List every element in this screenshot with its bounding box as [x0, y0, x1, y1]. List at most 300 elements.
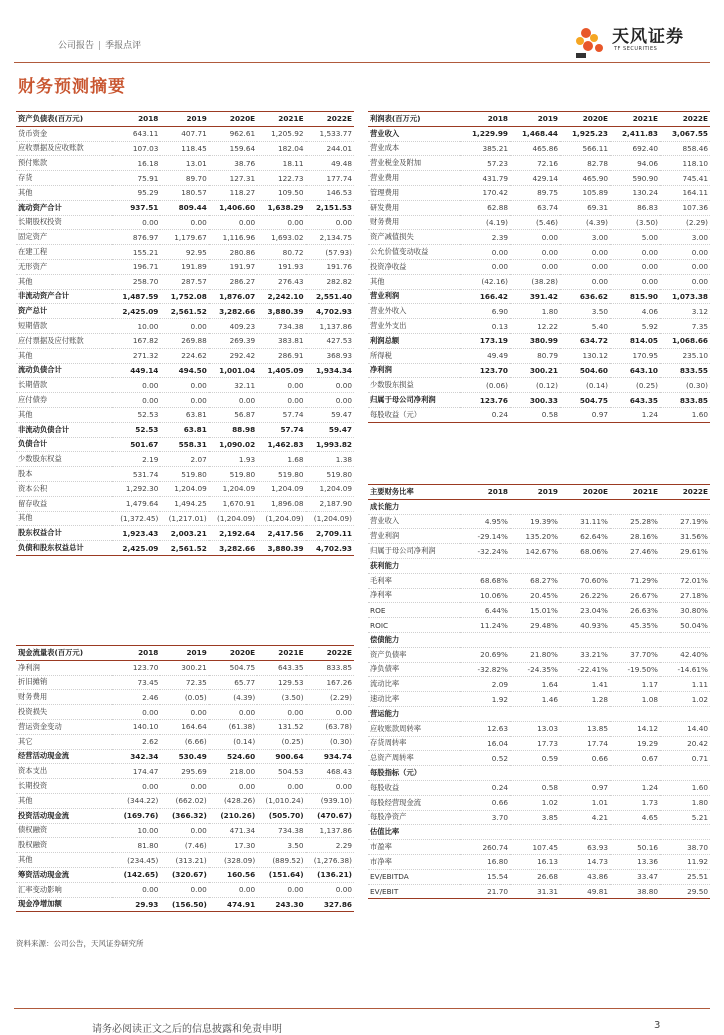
- cell-value: (142.65): [112, 867, 160, 882]
- cell-value: (3.50): [610, 215, 660, 230]
- cell-value: 180.57: [160, 185, 208, 200]
- cell-value: 0.00: [660, 245, 710, 260]
- cell-value: 431.79: [460, 171, 510, 186]
- table-row: [16, 393, 354, 408]
- table-row: [16, 363, 354, 378]
- cell-value: 815.90: [610, 289, 660, 304]
- cell-value: -22.41%: [560, 662, 610, 677]
- cell-value: 12.63: [460, 721, 510, 736]
- column-header: 2019: [510, 485, 560, 500]
- cell-value: 68.27%: [510, 573, 560, 588]
- row-label: EV/EBIT: [368, 884, 460, 899]
- cell-value: 1.68: [257, 452, 305, 467]
- cell-value: 1.64: [510, 677, 560, 692]
- row-label: 投资损失: [16, 705, 112, 720]
- row-label: 应付票据及应付账款: [16, 333, 112, 348]
- row-label: 净利率: [368, 588, 460, 603]
- cell-value: 28.16%: [610, 529, 660, 544]
- table-row: [368, 780, 710, 795]
- cell-value: [610, 825, 660, 840]
- cell-value: [560, 499, 610, 514]
- table-row: [16, 749, 354, 764]
- cell-value: 167.82: [112, 333, 160, 348]
- cell-value: 271.32: [112, 348, 160, 363]
- row-label: 投资净收益: [368, 259, 460, 274]
- cell-value: 81.80: [112, 838, 160, 853]
- row-label: 资产总计: [16, 304, 112, 319]
- row-label: 长期借款: [16, 378, 112, 393]
- cell-value: 43.86: [560, 869, 610, 884]
- cell-value: 471.34: [209, 823, 257, 838]
- cell-value: 2.62: [112, 734, 160, 749]
- cell-value: 2,192.64: [209, 526, 257, 541]
- table-row: [16, 245, 354, 260]
- cell-value: 0.59: [510, 751, 560, 766]
- cell-value: 1.60: [660, 407, 710, 422]
- cell-value: 1,993.82: [306, 437, 354, 452]
- cell-value: 63.74: [510, 200, 560, 215]
- cell-value: 3.00: [660, 230, 710, 245]
- table-row: [368, 588, 710, 603]
- cell-value: (470.67): [306, 808, 354, 823]
- cell-value: [560, 825, 610, 840]
- table-row: [368, 141, 710, 156]
- cell-value: 130.12: [560, 348, 610, 363]
- cell-value: 1,925.23: [560, 126, 610, 141]
- cell-value: (169.76): [112, 808, 160, 823]
- cell-value: 62.88: [460, 200, 510, 215]
- row-label: 营业外收入: [368, 304, 460, 319]
- cell-value: (156.50): [160, 897, 208, 912]
- table-row: [16, 823, 354, 838]
- cell-value: 3.12: [660, 304, 710, 319]
- cell-value: 33.21%: [560, 647, 610, 662]
- cell-value: [610, 632, 660, 647]
- column-header: 2020E: [209, 646, 257, 661]
- cell-value: 409.23: [209, 319, 257, 334]
- cell-value: 129.53: [257, 675, 305, 690]
- cell-value: 1,205.92: [257, 126, 305, 141]
- cell-value: 2,151.53: [306, 200, 354, 215]
- cell-value: 27.18%: [660, 588, 710, 603]
- cell-value: 1,487.59: [112, 289, 160, 304]
- cell-value: 1.46: [510, 692, 560, 707]
- cell-value: 734.38: [257, 319, 305, 334]
- cell-value: 0.00: [560, 274, 610, 289]
- cell-value: 504.53: [257, 764, 305, 779]
- row-label: 汇率变动影响: [16, 882, 112, 897]
- cell-value: 166.42: [460, 289, 510, 304]
- cell-value: 196.71: [112, 259, 160, 274]
- cell-value: 146.53: [306, 185, 354, 200]
- cell-value: 531.74: [112, 467, 160, 482]
- cell-value: 31.11%: [560, 514, 610, 529]
- cell-value: 0.58: [510, 780, 560, 795]
- balance-sheet-table: [16, 111, 354, 556]
- cell-value: 80.79: [510, 348, 560, 363]
- cell-value: 20.69%: [460, 647, 510, 662]
- column-header: 2018: [460, 485, 510, 500]
- table-row: [368, 333, 710, 348]
- disclaimer: 请务必阅读正文之后的信息披露和免责申明: [92, 1024, 282, 1035]
- cell-value: 0.52: [460, 751, 510, 766]
- table-row: [368, 259, 710, 274]
- cell-value: 2.29: [306, 838, 354, 853]
- cell-value: 3.50: [560, 304, 610, 319]
- cell-value: 1,068.66: [660, 333, 710, 348]
- table-row: [368, 647, 710, 662]
- cell-value: 65.77: [209, 675, 257, 690]
- cell-value: 2,551.40: [306, 289, 354, 304]
- cell-value: 50.04%: [660, 618, 710, 633]
- cell-value: 82.78: [560, 156, 610, 171]
- cell-value: 17.73: [510, 736, 560, 751]
- table-row: [368, 692, 710, 707]
- cell-value: 558.31: [160, 437, 208, 452]
- row-label: 存货: [16, 171, 112, 186]
- row-label: 营业利润: [368, 529, 460, 544]
- row-label: 营业费用: [368, 171, 460, 186]
- table-row: [16, 660, 354, 675]
- cell-value: 519.80: [160, 467, 208, 482]
- table-row: [16, 378, 354, 393]
- cell-value: 107.45: [510, 840, 560, 855]
- cell-value: [560, 632, 610, 647]
- row-label: 资本公积: [16, 481, 112, 496]
- cell-value: 3.70: [460, 810, 510, 825]
- cell-value: (63.78): [306, 719, 354, 734]
- cell-value: 135.20%: [510, 529, 560, 544]
- cell-value: 32.11: [209, 378, 257, 393]
- cell-value: -24.35%: [510, 662, 560, 677]
- cell-value: 29.93: [112, 897, 160, 912]
- cell-value: 10.06%: [460, 588, 510, 603]
- cell-value: (428.26): [209, 793, 257, 808]
- table-row: [16, 304, 354, 319]
- cell-value: 590.90: [610, 171, 660, 186]
- table-row: [368, 529, 710, 544]
- cell-value: [560, 558, 610, 573]
- cell-value: 900.64: [257, 749, 305, 764]
- row-label: 预付账款: [16, 156, 112, 171]
- cell-value: (4.39): [209, 690, 257, 705]
- table-row: [16, 690, 354, 705]
- cell-value: 0.00: [306, 705, 354, 720]
- row-label: 营业收入: [368, 514, 460, 529]
- cell-value: 0.00: [510, 245, 560, 260]
- cell-value: 368.93: [306, 348, 354, 363]
- ratio-table: [368, 484, 710, 899]
- table-row: [16, 897, 354, 912]
- cell-value: 164.11: [660, 185, 710, 200]
- cell-value: 380.99: [510, 333, 560, 348]
- cell-value: (4.19): [460, 215, 510, 230]
- source-note: 资料来源：公司公告，天风证券研究所: [16, 939, 144, 948]
- table-row: [16, 808, 354, 823]
- column-header: 2022E: [660, 112, 710, 127]
- cell-value: 0.00: [306, 378, 354, 393]
- cell-value: 0.00: [560, 259, 610, 274]
- page-number: 3: [654, 1020, 661, 1031]
- cell-value: (61.38): [209, 719, 257, 734]
- table-row: [368, 274, 710, 289]
- cell-value: (234.45): [112, 853, 160, 868]
- cell-value: 182.04: [257, 141, 305, 156]
- cell-value: 1,693.02: [257, 230, 305, 245]
- page-header: [58, 38, 141, 51]
- column-header: 2022E: [660, 485, 710, 500]
- cell-value: 519.80: [257, 467, 305, 482]
- table-row: [368, 378, 710, 393]
- row-label: 负债和股东权益总计: [16, 541, 112, 556]
- cell-value: 23.04%: [560, 603, 610, 618]
- cell-value: 643.10: [610, 363, 660, 378]
- cell-value: 52.53: [112, 422, 160, 437]
- cell-value: 164.64: [160, 719, 208, 734]
- cell-value: 27.46%: [610, 544, 660, 559]
- cell-value: 12.22: [510, 319, 560, 334]
- cell-value: 4,702.93: [306, 304, 354, 319]
- column-header: 2020E: [560, 112, 610, 127]
- cell-value: 1,229.99: [460, 126, 510, 141]
- row-label: 营业税金及附加: [368, 156, 460, 171]
- table-row: [16, 793, 354, 808]
- table-row: [368, 662, 710, 677]
- cell-value: 72.35: [160, 675, 208, 690]
- cell-value: [510, 632, 560, 647]
- cell-value: 566.11: [560, 141, 610, 156]
- cell-value: 1.80: [510, 304, 560, 319]
- cell-value: 5.21: [660, 810, 710, 825]
- cell-value: 3,880.39: [257, 541, 305, 556]
- row-label: 股本: [16, 467, 112, 482]
- cell-value: 0.00: [460, 245, 510, 260]
- cell-value: 0.13: [460, 319, 510, 334]
- header-divider: [14, 62, 710, 63]
- cell-value: 16.80: [460, 854, 510, 869]
- cell-value: 962.61: [209, 126, 257, 141]
- cell-value: 282.82: [306, 274, 354, 289]
- cell-value: 88.98: [209, 422, 257, 437]
- cell-value: 0.00: [510, 230, 560, 245]
- cell-value: 0.00: [209, 779, 257, 794]
- table-title: 资产负债表(百万元): [16, 112, 112, 127]
- row-label: 折旧摊销: [16, 675, 112, 690]
- cell-value: 0.00: [112, 215, 160, 230]
- cell-value: 142.67%: [510, 544, 560, 559]
- row-label: 净利润: [368, 363, 460, 378]
- table-row: [368, 632, 710, 647]
- row-label: 资产负债率: [368, 647, 460, 662]
- cell-value: 519.80: [209, 467, 257, 482]
- cell-value: (505.70): [257, 808, 305, 823]
- table-row: [368, 245, 710, 260]
- cell-value: 4.06: [610, 304, 660, 319]
- cell-value: 86.83: [610, 200, 660, 215]
- cell-value: 3.00: [560, 230, 610, 245]
- cell-value: 75.91: [112, 171, 160, 186]
- cell-value: 27.19%: [660, 514, 710, 529]
- company-logo: [570, 18, 720, 62]
- cell-value: 57.23: [460, 156, 510, 171]
- cell-value: 15.01%: [510, 603, 560, 618]
- cell-value: 692.40: [610, 141, 660, 156]
- table-row: [368, 795, 710, 810]
- cell-value: 468.43: [306, 764, 354, 779]
- row-label: 营业利润: [368, 289, 460, 304]
- cell-value: 31.31: [510, 884, 560, 899]
- cell-value: 49.49: [460, 348, 510, 363]
- cell-value: 809.44: [160, 200, 208, 215]
- row-label: 应付债券: [16, 393, 112, 408]
- cell-value: [460, 825, 510, 840]
- table-title: 主要财务比率: [368, 485, 460, 500]
- row-label: 经营活动现金流: [16, 749, 112, 764]
- row-label: EV/EBITDA: [368, 869, 460, 884]
- cell-value: 504.60: [560, 363, 610, 378]
- cell-value: (1,204.09): [306, 511, 354, 526]
- table-row: [16, 185, 354, 200]
- table-row: [368, 171, 710, 186]
- cell-value: 140.10: [112, 719, 160, 734]
- table-row: [368, 840, 710, 855]
- cell-value: 19.39%: [510, 514, 560, 529]
- row-label: 债权融资: [16, 823, 112, 838]
- cell-value: 1,876.07: [209, 289, 257, 304]
- column-header: 2021E: [610, 485, 660, 500]
- cell-value: (38.28): [510, 274, 560, 289]
- cell-value: 0.24: [460, 407, 510, 422]
- cell-value: 0.00: [660, 274, 710, 289]
- cell-value: 42.40%: [660, 647, 710, 662]
- table-row: [16, 407, 354, 422]
- cell-value: 89.70: [160, 171, 208, 186]
- table-row: [16, 274, 354, 289]
- cell-value: [660, 558, 710, 573]
- cell-value: 0.00: [257, 393, 305, 408]
- row-label: 现金净增加额: [16, 897, 112, 912]
- row-label: 长期股权投资: [16, 215, 112, 230]
- cell-value: 25.51: [660, 869, 710, 884]
- row-label: 其他: [16, 407, 112, 422]
- cell-value: [460, 632, 510, 647]
- table-row: [368, 289, 710, 304]
- cell-value: 833.85: [306, 660, 354, 675]
- row-label: 归属于母公司净利润: [368, 544, 460, 559]
- table-row: [16, 764, 354, 779]
- cell-value: (1,372.45): [112, 511, 160, 526]
- column-header: 2019: [160, 646, 208, 661]
- row-label: 其它: [16, 734, 112, 749]
- cell-value: 1,204.09: [160, 481, 208, 496]
- cell-value: 2,561.52: [160, 541, 208, 556]
- cell-value: 191.93: [257, 259, 305, 274]
- cell-value: 29.61%: [660, 544, 710, 559]
- cell-value: 160.56: [209, 867, 257, 882]
- cell-value: [660, 706, 710, 721]
- cell-value: (889.52): [257, 853, 305, 868]
- row-label: 营运资金变动: [16, 719, 112, 734]
- cell-value: 4.21: [560, 810, 610, 825]
- cell-value: 0.00: [257, 882, 305, 897]
- row-label: 归属于母公司净利润: [368, 393, 460, 408]
- cell-value: 26.68: [510, 869, 560, 884]
- cell-value: 391.42: [510, 289, 560, 304]
- cell-value: 224.62: [160, 348, 208, 363]
- row-label: 资本支出: [16, 764, 112, 779]
- cell-value: 0.00: [660, 259, 710, 274]
- cell-value: 327.86: [306, 897, 354, 912]
- cell-value: 59.47: [306, 407, 354, 422]
- cell-value: 56.87: [209, 407, 257, 422]
- row-label: 其他: [16, 348, 112, 363]
- table-row: [16, 467, 354, 482]
- cell-value: 0.00: [610, 259, 660, 274]
- row-label: 研发费用: [368, 200, 460, 215]
- report-type: 公司报告: [58, 41, 95, 51]
- table-row: [16, 259, 354, 274]
- cell-value: 1,001.04: [209, 363, 257, 378]
- cell-value: 49.48: [306, 156, 354, 171]
- cell-value: [510, 706, 560, 721]
- cell-value: 62.64%: [560, 529, 610, 544]
- column-header: 2022E: [306, 646, 354, 661]
- cell-value: 276.43: [257, 274, 305, 289]
- cell-value: 13.03: [510, 721, 560, 736]
- cell-value: 7.35: [660, 319, 710, 334]
- cell-value: 494.50: [160, 363, 208, 378]
- cell-value: 0.97: [560, 407, 610, 422]
- row-label: 其他: [16, 853, 112, 868]
- cell-value: 118.10: [660, 156, 710, 171]
- cell-value: 1.60: [660, 780, 710, 795]
- table-header-row: [368, 112, 710, 127]
- row-label: 筹资活动现金流: [16, 867, 112, 882]
- cell-value: 1.93: [209, 452, 257, 467]
- table-row: [16, 422, 354, 437]
- cell-value: 1,116.96: [209, 230, 257, 245]
- cell-value: (1,276.38): [306, 853, 354, 868]
- section-title: 财务预测摘要: [18, 77, 126, 97]
- row-label: 固定资产: [16, 230, 112, 245]
- table-row: [368, 869, 710, 884]
- cell-value: [510, 558, 560, 573]
- cell-value: 634.72: [560, 333, 610, 348]
- cell-value: [460, 706, 510, 721]
- cell-value: [510, 499, 560, 514]
- table-header-row: [16, 112, 354, 127]
- cell-value: 465.90: [560, 171, 610, 186]
- cell-value: 14.40: [660, 721, 710, 736]
- cell-value: [660, 766, 710, 781]
- cell-value: 17.74: [560, 736, 610, 751]
- row-label: 营业外支出: [368, 319, 460, 334]
- cell-value: 63.81: [160, 407, 208, 422]
- cash-flow-table: [16, 645, 354, 912]
- cell-value: 2,425.09: [112, 541, 160, 556]
- cell-value: 1.01: [560, 795, 610, 810]
- cell-value: 72.01%: [660, 573, 710, 588]
- cell-value: 643.35: [257, 660, 305, 675]
- row-label: 净利润: [16, 660, 112, 675]
- column-header: 2018: [460, 112, 510, 127]
- cell-value: (1,204.09): [257, 511, 305, 526]
- cell-value: 38.80: [610, 884, 660, 899]
- row-label: 流动资产合计: [16, 200, 112, 215]
- cell-value: 504.75: [209, 660, 257, 675]
- cell-value: 80.72: [257, 245, 305, 260]
- cell-value: [510, 825, 560, 840]
